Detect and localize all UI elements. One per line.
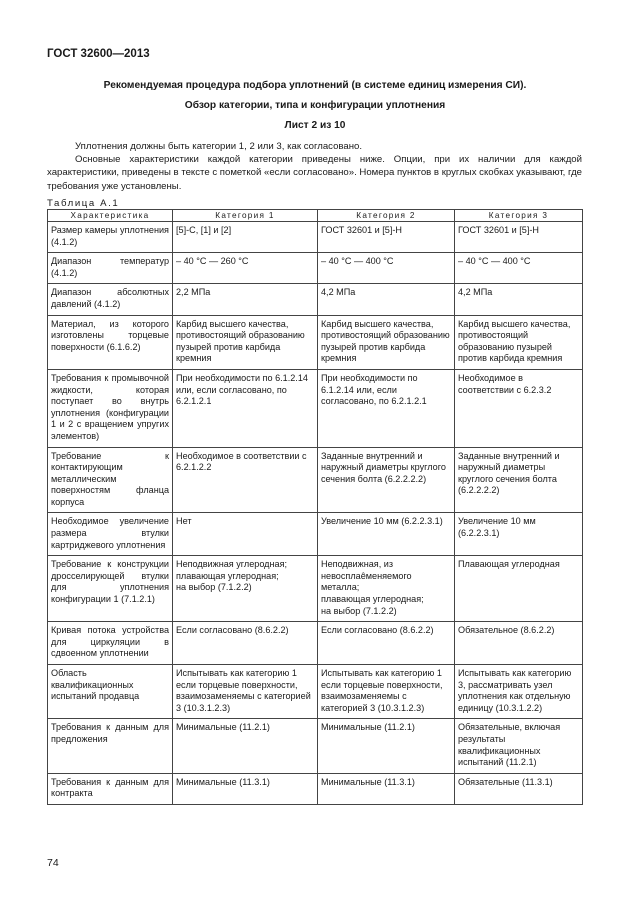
column-header: Категория 2 <box>318 210 455 222</box>
table-row <box>48 513 583 556</box>
column-header: Характеристика <box>48 210 173 222</box>
table-row <box>48 773 583 804</box>
category-2-cell: ГОСТ 32601 и [5]-Н <box>318 222 455 253</box>
category-1-cell: 2,2 МПа <box>173 284 318 315</box>
category-1-cell: При необходимости по 6.1.2.14 или, если согласовано, по 6.2.1.2.1 <box>173 369 318 447</box>
column-header: Категория 3 <box>455 210 583 222</box>
table-row <box>48 315 583 369</box>
table-header-row <box>48 210 583 222</box>
table-row <box>48 284 583 315</box>
category-2-cell: Испытывать как категорию 1 если торцевые поверхности, взаимозаменяемы с категорией 3 (10.3.1.2.3) <box>318 665 455 719</box>
category-3-cell: Увеличение 10 мм (6.2.2.3.1) <box>455 513 583 556</box>
category-1-cell: Нет <box>173 513 318 556</box>
characteristic-cell: Требование к контактирующим металлическим поверхностям фланца корпуса <box>48 447 173 513</box>
intro-paragraph: Уплотнения должны быть категории 1, 2 или 3, как согласовано. <box>75 141 363 152</box>
category-3-cell: Обязательное (8.6.2.2) <box>455 622 583 665</box>
table-row <box>48 369 583 447</box>
characteristic-cell: Диапазон абсолютных давлений (4.1.2) <box>48 284 173 315</box>
category-2-cell: 4,2 МПа <box>318 284 455 315</box>
section-heading: Рекомендуемая процедура подбора уплотнений (в системе единиц измерения СИ). <box>103 80 527 91</box>
document-code: ГОСТ 32600—2013 <box>47 48 150 60</box>
table-row <box>48 222 583 253</box>
category-3-cell: Испытывать как категорию 3, рассматривать узел уплотнения как отдельную единицу (10.3.1.2.2) <box>455 665 583 719</box>
characteristic-cell: Требования к данным для контракта <box>48 773 173 804</box>
characteristic-cell: Диапазон температур (4.1.2) <box>48 253 173 284</box>
category-1-cell: – 40 °С — 260 °С <box>173 253 318 284</box>
category-2-cell: Неподвижная, из невосплаêменяемого металла; плавающая углеродная; на выбор (7.1.2.2) <box>318 556 455 622</box>
characteristic-cell: Кривая потока устройства для циркуляции в сдвоенном уплотнении <box>48 622 173 665</box>
category-1-cell: Минимальные (11.3.1) <box>173 773 318 804</box>
category-2-cell: Минимальные (11.2.1) <box>318 719 455 773</box>
category-3-cell: Плавающая углеродная <box>455 556 583 622</box>
category-1-cell: Минимальные (11.2.1) <box>173 719 318 773</box>
intro-text <box>47 140 582 193</box>
category-1-cell: Испытывать как категорию 1 если торцевые поверхности, взаимозаменяемы с категорией 3 (10.3.1.2.3) <box>173 665 318 719</box>
intro-paragraph: Основные характеристики каждой категории приведены ниже. Опции, при их наличии для каждой характеристики, приведены в тексте с пометкой «если согласовано». Номера пунктов в круглых скобках указывают, где требования уже установлены. <box>47 154 582 192</box>
table-row <box>48 719 583 773</box>
category-3-cell: – 40 °С — 400 °С <box>455 253 583 284</box>
table-row <box>48 253 583 284</box>
category-1-cell: Карбид высшего качества, противостоящий образованию пузырей против карбида кремния <box>173 315 318 369</box>
category-2-cell: – 40 °С — 400 °С <box>318 253 455 284</box>
category-2-cell: Заданные внутренний и наружный диаметры круглого сечения болта (6.2.2.2.2) <box>318 447 455 513</box>
category-1-cell: [5]-С, [1] и [2] <box>173 222 318 253</box>
category-2-cell: Минимальные (11.3.1) <box>318 773 455 804</box>
table-body <box>48 222 583 805</box>
category-3-cell: Заданные внутренний и наружный диаметры круглого сечения болта (6.2.2.2.2) <box>455 447 583 513</box>
table-row <box>48 622 583 665</box>
characteristic-cell: Размер камеры уплотнения (4.1.2) <box>48 222 173 253</box>
characteristic-cell: Требования к промывочной жидкости, которая поступает во внутрь уплотнения (конфигурации 1 и 2 с вращением упругих элементов) <box>48 369 173 447</box>
category-3-cell: Необходимое в соответствии с 6.2.3.2 <box>455 369 583 447</box>
category-1-cell: Неподвижная углеродная; плавающая углеродная; на выбор (7.1.2.2) <box>173 556 318 622</box>
table-row <box>48 447 583 513</box>
characteristic-cell: Требования к данным для предложения <box>48 719 173 773</box>
category-3-cell: 4,2 МПа <box>455 284 583 315</box>
table-caption: Таблица А.1 <box>47 198 120 209</box>
category-3-cell: Обязательные (11.3.1) <box>455 773 583 804</box>
category-3-cell: ГОСТ 32601 и [5]-Н <box>455 222 583 253</box>
category-2-cell: Увеличение 10 мм (6.2.2.3.1) <box>318 513 455 556</box>
category-2-cell: Если согласовано (8.6.2.2) <box>318 622 455 665</box>
table-row <box>48 556 583 622</box>
characteristic-cell: Материал, из которого изготовлены торцевые поверхности (6.1.6.2) <box>48 315 173 369</box>
category-3-cell: Обязательные, включая результаты квалификационных испытаний (11.2.1) <box>455 719 583 773</box>
section-subheading: Обзор категории, типа и конфигурации уплотнения <box>184 100 446 111</box>
characteristic-cell: Необходимое увеличение размера втулки картриджевого уплотнения <box>48 513 173 556</box>
category-1-cell: Если согласовано (8.6.2.2) <box>173 622 318 665</box>
page-number: 74 <box>47 857 59 869</box>
category-2-cell: При необходимости по 6.1.2.14 или, если согласовано, по 6.2.1.2.1 <box>318 369 455 447</box>
category-3-cell: Карбид высшего качества, противостоящий образованию пузырей против карбида кремния <box>455 315 583 369</box>
table-row <box>48 665 583 719</box>
category-2-cell: Карбид высшего качества, противостоящий образованию пузырей против карбида кремния <box>318 315 455 369</box>
sheet-number: Лист 2 из 10 <box>284 120 346 131</box>
characteristic-cell: Требование к конструкции дросселирующей втулки для уплотнения конфигурации 1 (7.1.2.1) <box>48 556 173 622</box>
category-1-cell: Необходимое в соответствии с 6.2.1.2.2 <box>173 447 318 513</box>
characteristic-cell: Область квалификационных испытаний продавца <box>48 665 173 719</box>
column-header: Категория 1 <box>173 210 318 222</box>
category-table <box>47 209 583 805</box>
